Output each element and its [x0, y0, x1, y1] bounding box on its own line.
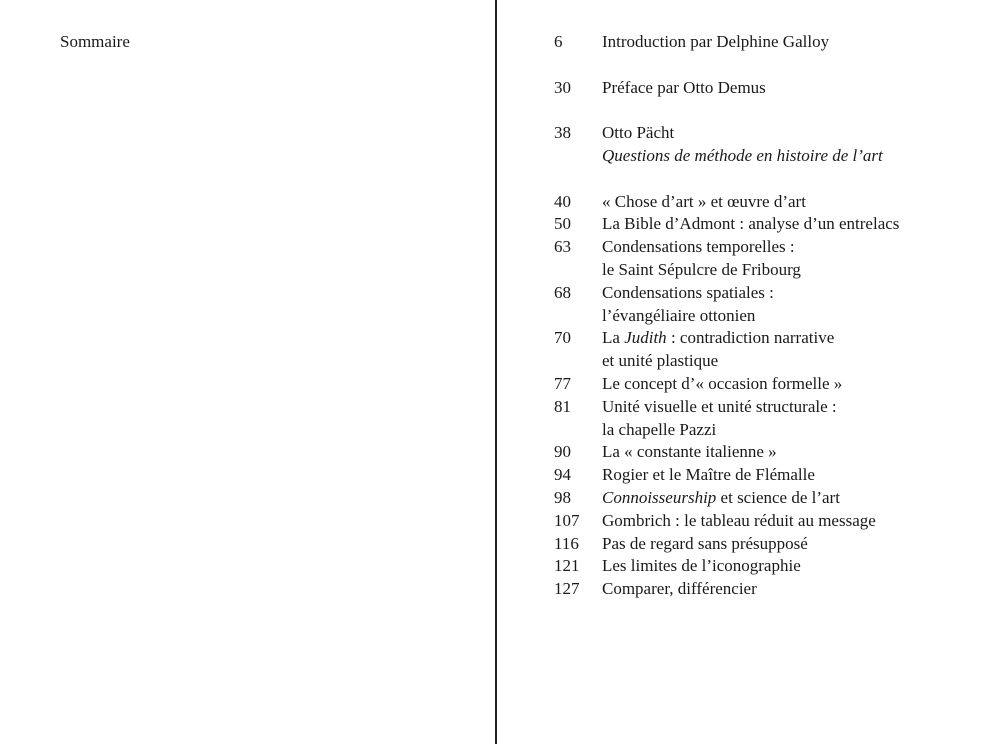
toc-entry	[554, 464, 974, 487]
toc-title: La « constante italienne »	[602, 442, 777, 462]
toc-title: Otto Pächt	[602, 123, 675, 143]
toc-page-number: 40	[554, 191, 571, 211]
toc-page-number: 81	[554, 396, 571, 416]
toc-title-continued: l’évangéliaire ottonien	[602, 305, 756, 325]
toc-page-number: 70	[554, 328, 571, 348]
toc-entry	[554, 373, 974, 396]
toc-title: Pas de regard sans présupposé	[602, 533, 808, 553]
toc-title-continued: la chapelle Pazzi	[602, 419, 717, 439]
toc-entry	[554, 533, 974, 556]
toc-entry	[554, 510, 974, 533]
toc-title-continued: et unité plastique	[602, 351, 719, 371]
toc-title: Comparer, différencier	[602, 579, 757, 599]
toc-title: La Judith : contradiction narrative	[602, 328, 835, 348]
toc-page-number: 38	[554, 123, 571, 143]
toc-page-number: 116	[554, 533, 579, 553]
toc-entry	[554, 31, 974, 54]
toc-entry	[554, 282, 974, 328]
toc-title-italic: Judith	[624, 328, 667, 348]
toc-entry	[554, 487, 974, 510]
toc-title: Préface par Otto Demus	[602, 77, 766, 97]
toc-entry	[554, 77, 974, 100]
toc-title: La Bible d’Admont : analyse d’un entrelacs	[602, 214, 900, 234]
toc-subtitle: Questions de méthode en histoire de l’art	[602, 145, 883, 165]
toc-entry	[554, 191, 974, 214]
toc-page-number: 121	[554, 556, 580, 576]
toc-entry	[554, 327, 974, 373]
toc-page-number: 94	[554, 465, 571, 485]
toc-title-continued: le Saint Sépulcre de Fribourg	[602, 259, 801, 279]
toc-entry	[554, 213, 974, 236]
toc-entry	[554, 396, 974, 442]
toc-title: Introduction par Delphine Galloy	[602, 32, 830, 51]
toc-page-number: 63	[554, 237, 571, 257]
toc-title: Rogier et le Maître de Flémalle	[602, 465, 815, 485]
toc-page-number: 127	[554, 579, 580, 599]
toc-title: Condensations temporelles :	[602, 237, 795, 257]
toc-page-number: 68	[554, 282, 571, 302]
toc-entry	[554, 122, 974, 168]
toc-title: Gombrich : le tableau réduit au message	[602, 510, 876, 530]
toc-entry	[554, 555, 974, 578]
toc-title: Les limites de l’iconographie	[602, 556, 801, 576]
toc-title: Le concept d’« occasion formelle »	[602, 373, 843, 393]
toc-page-number: 98	[554, 487, 571, 507]
table-of-contents	[554, 31, 974, 601]
toc-title: Unité visuelle et unité structurale :	[602, 396, 837, 416]
toc-entry	[554, 578, 974, 601]
right-page	[497, 0, 992, 744]
toc-title: Connoisseurship et science de l’art	[602, 487, 840, 507]
toc-title-italic: Connoisseurship	[602, 487, 717, 507]
toc-page-number: 50	[554, 214, 571, 234]
toc-entry	[554, 441, 974, 464]
page-title: Sommaire	[60, 32, 130, 51]
toc-page-number: 77	[554, 373, 571, 393]
toc-page-number: 6	[554, 32, 563, 51]
toc-page-number: 90	[554, 442, 571, 462]
toc-page-number: 107	[554, 510, 580, 530]
toc-title: « Chose d’art » et œuvre d’art	[602, 191, 806, 211]
toc-page-number: 30	[554, 77, 571, 97]
toc-entry	[554, 236, 974, 282]
toc-title: Condensations spatiales :	[602, 282, 774, 302]
